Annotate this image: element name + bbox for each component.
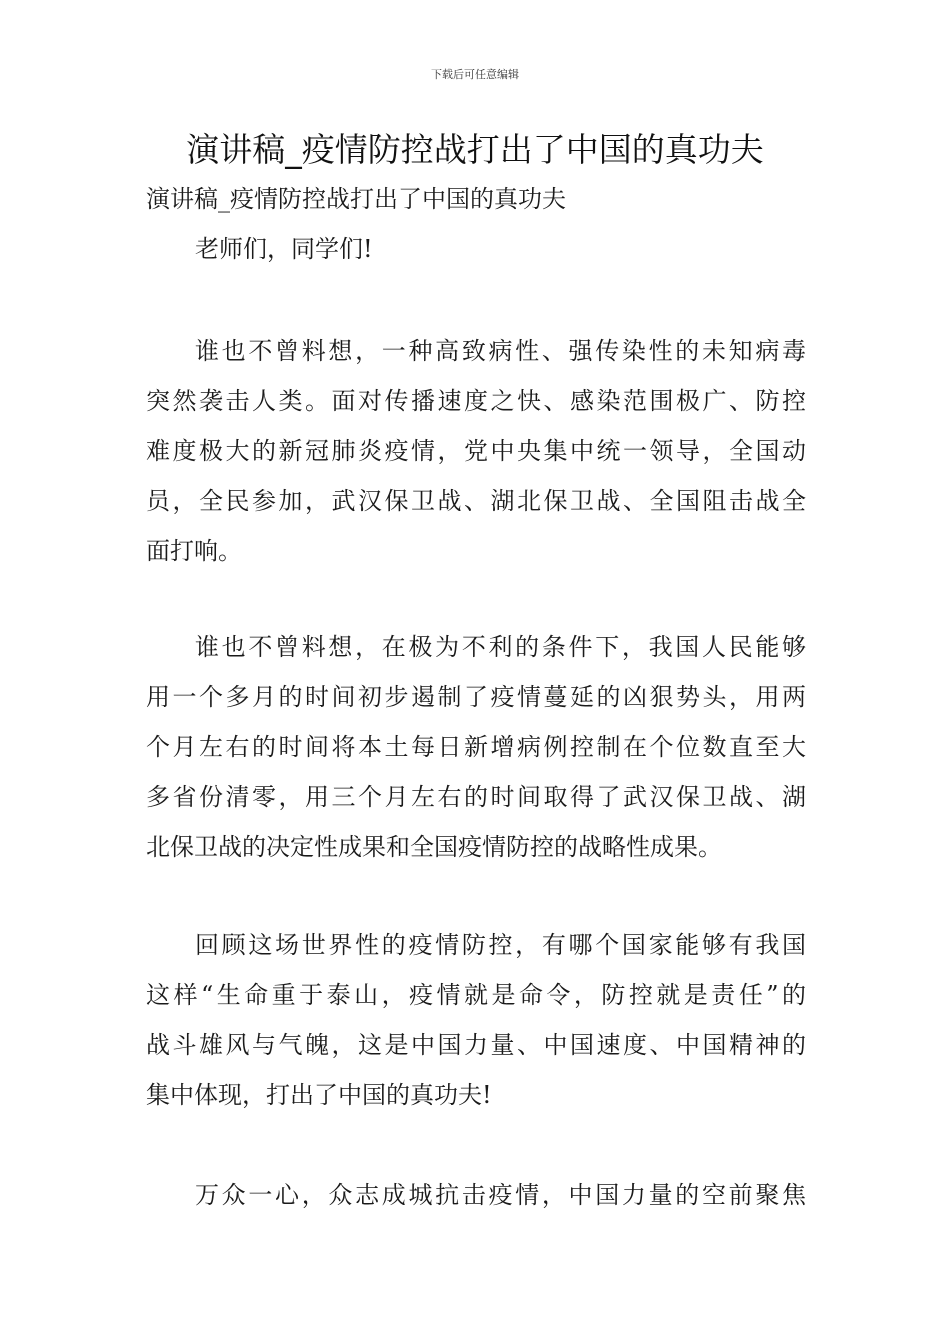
paragraph-line: 谁也不曾料想，在极为不利的条件下，我国人民能够 xyxy=(195,633,806,661)
paragraph-2 xyxy=(146,622,806,872)
document-title: 演讲稿_疫情防控战打出了中国的真功夫 xyxy=(186,130,764,169)
paragraph-line: 万众一心，众志成城抗击疫情，中国力量的空前聚焦 xyxy=(195,1181,806,1209)
paragraph-line: 员，全民参加，武汉保卫战、湖北保卫战、全国阻击战全 xyxy=(146,487,806,515)
paragraph-line: 战斗雄风与气魄，这是中国力量、中国速度、中国精神的 xyxy=(146,1031,806,1059)
paragraph-1 xyxy=(146,326,806,576)
paragraph-line: 谁也不曾料想，一种高致病性、强传染性的未知病毒 xyxy=(195,337,806,365)
header-note: 下载后可任意编辑 xyxy=(431,68,519,81)
paragraph-line: 回顾这场世界性的疫情防控，有哪个国家能够有我国 xyxy=(195,931,806,959)
paragraph-line: 个月左右的时间将本土每日新增病例控制在个位数直至大 xyxy=(146,733,806,761)
paragraph-line: 多省份清零，用三个月左右的时间取得了武汉保卫战、湖 xyxy=(146,783,806,811)
document-subtitle: 演讲稿_疫情防控战打出了中国的真功夫 xyxy=(146,185,566,213)
paragraph-line: 突然袭击人类。面对传播速度之快、感染范围极广、防控 xyxy=(146,387,806,415)
paragraph-line: 难度极大的新冠肺炎疫情，党中央集中统一领导，全国动 xyxy=(146,437,806,465)
paragraph-3 xyxy=(146,920,806,1120)
paragraph-line: 用一个多月的时间初步遏制了疫情蔓延的凶狠势头，用两 xyxy=(146,683,806,711)
paragraph-line: 面打响。 xyxy=(146,537,242,565)
greeting: 老师们，同学们! xyxy=(195,235,373,263)
paragraph-line: 北保卫战的决定性成果和全国疫情防控的战略性成果。 xyxy=(146,833,722,861)
paragraph-4 xyxy=(146,1170,806,1220)
paragraph-line: 这样“生命重于泰山，疫情就是命令，防控就是责任”的 xyxy=(146,981,806,1009)
paragraph-line: 集中体现，打出了中国的真功夫! xyxy=(146,1081,492,1109)
